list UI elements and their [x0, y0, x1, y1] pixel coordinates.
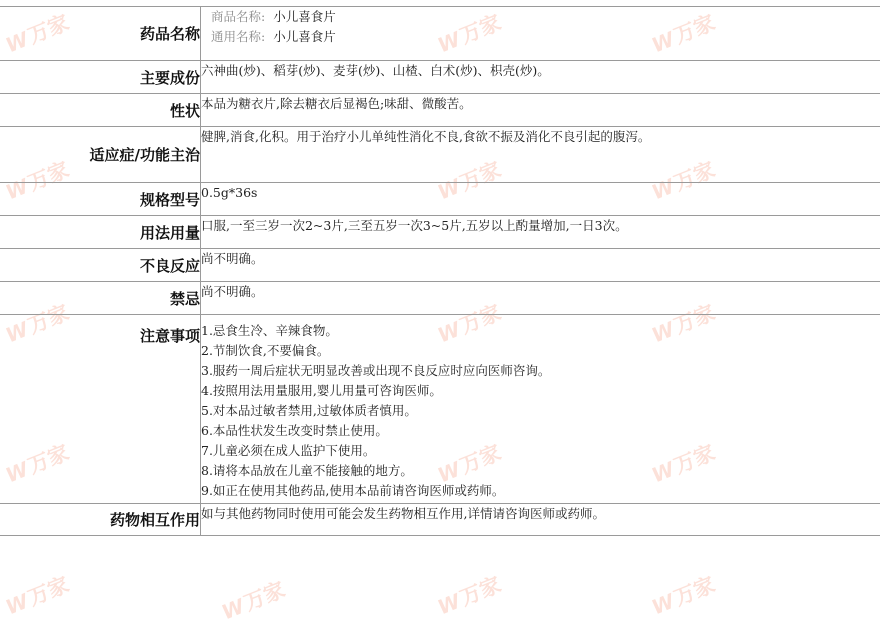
- watermark-logo: W万家: [1, 154, 73, 207]
- row-drug-name: [0, 7, 880, 61]
- row-value: 尚不明确。: [201, 249, 880, 282]
- row-label: 药物相互作用: [0, 504, 201, 536]
- watermark-logo: W万家: [217, 574, 289, 626]
- watermark-logo: W万家: [1, 7, 73, 60]
- watermark-logo: W万家: [647, 569, 719, 622]
- list-item: 7.儿童必须在成人监护下使用。: [201, 441, 880, 461]
- row-value: 健脾,消食,化积。用于治疗小儿单纯性消化不良,食欲不振及消化不良引起的腹泻。: [201, 127, 880, 183]
- row-label: 注意事项: [0, 315, 201, 504]
- row-ingredients: [0, 61, 880, 94]
- list-item: 3.服药一周后症状无明显改善或出现不良反应时应向医师咨询。: [201, 361, 880, 381]
- watermark-logo: W万家: [647, 154, 719, 207]
- trade-name: [201, 7, 880, 27]
- watermark-logo: W万家: [1, 569, 73, 622]
- row-label: 不良反应: [0, 249, 201, 282]
- row-value: 0.5g*36s: [201, 183, 880, 216]
- row-spec: [0, 183, 880, 216]
- row-indications: [0, 127, 880, 183]
- generic-name-value: 小儿喜食片: [273, 29, 336, 44]
- list-item: 5.对本品过敏者禁用,过敏体质者慎用。: [201, 401, 880, 421]
- watermark-logo: W万家: [1, 297, 73, 350]
- watermark-logo: W万家: [433, 154, 505, 207]
- trade-name-label: 商品名称:: [211, 9, 265, 24]
- row-label: 适应症/功能主治: [0, 127, 201, 183]
- watermark-logo: W万家: [433, 569, 505, 622]
- row-label: 性状: [0, 94, 201, 127]
- list-item: 2.节制饮食,不要偏食。: [201, 341, 880, 361]
- trade-name-value: 小儿喜食片: [273, 9, 336, 24]
- row-label: 药品名称: [0, 7, 201, 61]
- list-item: 1.忌食生冷、辛辣食物。: [201, 321, 880, 341]
- watermark-logo: W万家: [647, 297, 719, 350]
- row-value: 本品为糖衣片,除去糖衣后显褐色;味甜、微酸苦。: [201, 94, 880, 127]
- generic-name-label: 通用名称:: [211, 29, 265, 44]
- list-item: 4.按照用法用量服用,婴儿用量可咨询医师。: [201, 381, 880, 401]
- row-precautions: [0, 315, 880, 504]
- watermark-logo: W万家: [433, 7, 505, 60]
- list-item: 9.如正在使用其他药品,使用本品前请咨询医师或药师。: [201, 481, 880, 501]
- watermark-logo: W万家: [647, 437, 719, 490]
- drug-info-table: [0, 6, 880, 536]
- watermark-logo: W万家: [433, 437, 505, 490]
- row-appearance: [0, 94, 880, 127]
- row-label: 禁忌: [0, 282, 201, 315]
- row-value: 尚不明确。: [201, 282, 880, 315]
- row-label: 规格型号: [0, 183, 201, 216]
- watermark-logo: W万家: [433, 297, 505, 350]
- row-label: 用法用量: [0, 216, 201, 249]
- row-value: [201, 7, 880, 61]
- generic-name: [201, 27, 880, 47]
- row-interactions: [0, 504, 880, 536]
- row-contraindications: [0, 282, 880, 315]
- row-adverse-reactions: [0, 249, 880, 282]
- row-value: 口服,一至三岁一次2~3片,三至五岁一次3~5片,五岁以上酌量增加,一日3次。: [201, 216, 880, 249]
- watermark-logo: W万家: [647, 7, 719, 60]
- row-value: 如与其他药物同时使用可能会发生药物相互作用,详情请咨询医师或药师。: [201, 504, 880, 536]
- list-item: 8.请将本品放在儿童不能接触的地方。: [201, 461, 880, 481]
- row-dosage: [0, 216, 880, 249]
- row-label: 主要成份: [0, 61, 201, 94]
- row-value: 六神曲(炒)、稻芽(炒)、麦芽(炒)、山楂、白术(炒)、枳壳(炒)。: [201, 61, 880, 94]
- watermark-logo: W万家: [1, 437, 73, 490]
- list-item: 6.本品性状发生改变时禁止使用。: [201, 421, 880, 441]
- row-value: [201, 315, 880, 504]
